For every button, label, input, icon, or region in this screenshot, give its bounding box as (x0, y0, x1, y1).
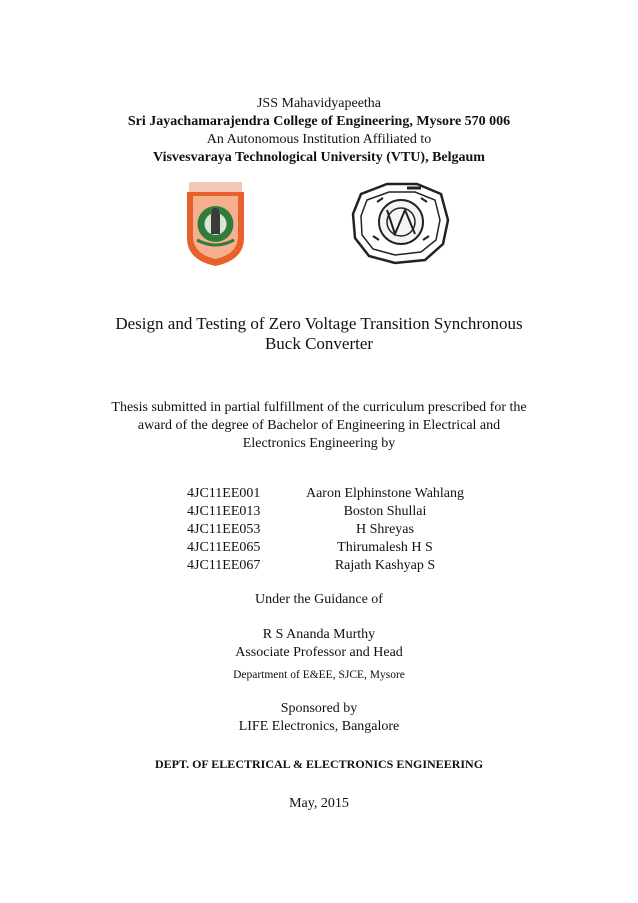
date-block (0, 795, 638, 813)
logos-row (0, 180, 638, 280)
thesis-line-2: award of the degree of Bachelor of Engineering in Electrical and (137, 418, 501, 433)
thesis-line-3: Electronics Engineering by (242, 436, 396, 451)
student-row (0, 485, 638, 503)
thesis-line-1: Thesis submitted in partial fulfillment of the curriculum prescribed for the (111, 400, 527, 415)
student-row (0, 521, 638, 539)
guide-block (0, 626, 638, 684)
university-seal-logo (347, 180, 454, 266)
header-line-3: An Autonomous Institution Affiliated to (206, 132, 432, 147)
student-id: 4JC11EE001 (187, 486, 261, 501)
title-line-2: Buck Converter (264, 334, 374, 353)
student-row (0, 539, 638, 557)
sponsor-label: Sponsored by (280, 701, 358, 716)
sponsor-name: LIFE Electronics, Bangalore (238, 719, 400, 734)
student-id: 4JC11EE053 (187, 522, 261, 537)
student-name: Rajath Kashyap S (334, 558, 436, 573)
department-block (0, 755, 638, 773)
student-id: 4JC11EE065 (187, 540, 261, 555)
student-name: Boston Shullai (343, 504, 427, 519)
header-line-1: JSS Mahavidyapeetha (256, 96, 382, 111)
sponsor-block (0, 700, 638, 736)
student-row (0, 557, 638, 575)
student-id: 4JC11EE013 (187, 504, 261, 519)
student-row (0, 503, 638, 521)
submission-date: May, 2015 (289, 796, 349, 811)
header-line-4: Visvesvaraya Technological University (VTU), Belgaum (153, 150, 485, 165)
guide-name: R S Ananda Murthy (262, 627, 376, 642)
header-line-2: Sri Jayachamarajendra College of Engineering, Mysore 570 006 (127, 114, 511, 129)
student-name: Aaron Elphinstone Wahlang (305, 486, 465, 501)
guide-department: Department of E&EE, SJCE, Mysore (233, 669, 405, 681)
guidance-label: Under the Guidance of (255, 592, 383, 607)
student-name: H Shreyas (356, 522, 414, 537)
department-name: DEPT. OF ELECTRICAL & ELECTRONICS ENGINEERING (154, 757, 484, 771)
institution-header (0, 95, 638, 167)
guidance-label-block (0, 591, 638, 609)
title-line-1: Design and Testing of Zero Voltage Transition Synchronous (115, 314, 523, 333)
thesis-statement (0, 399, 638, 453)
student-id: 4JC11EE067 (187, 558, 261, 573)
thesis-title (0, 314, 638, 354)
guide-title: Associate Professor and Head (235, 645, 403, 660)
student-name: Thirumalesh H S (337, 540, 433, 555)
college-crest-logo (183, 180, 248, 268)
